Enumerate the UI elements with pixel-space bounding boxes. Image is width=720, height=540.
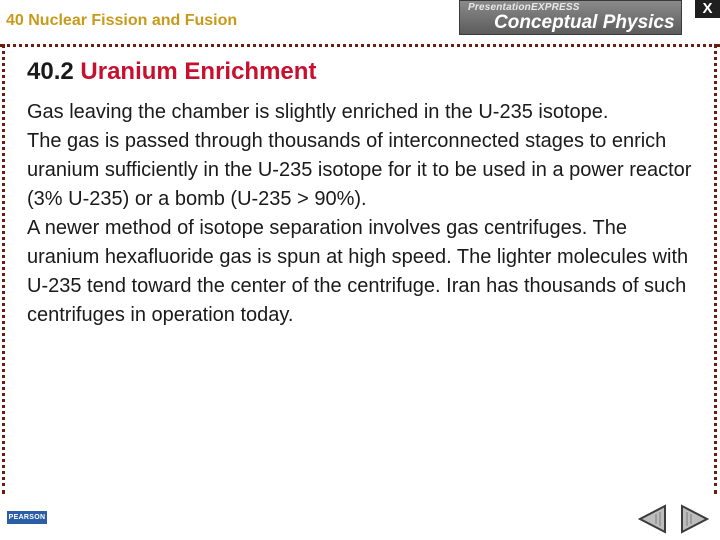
dotted-border-right xyxy=(714,44,717,494)
close-button[interactable]: X xyxy=(695,0,720,18)
footer-bar xyxy=(0,494,720,540)
next-slide-button[interactable] xyxy=(680,504,709,534)
slide-title-text: Uranium Enrichment xyxy=(80,58,317,85)
paragraph: The gas is passed through thousands of interconnected stages to enrich uranium sufficiently in the U-235 isotope for it to be used in a power reactor (3% U-235) or a bomb (U-235 > 90%). xyxy=(27,130,692,210)
slide-title-number: 40.2 xyxy=(27,58,81,85)
dotted-border-left xyxy=(2,44,5,494)
slide-body xyxy=(27,98,695,330)
logo-main-text: Conceptual Physics xyxy=(494,12,675,33)
logo-top-text: PresentationEXPRESS xyxy=(468,2,580,13)
previous-slide-button[interactable] xyxy=(638,504,667,534)
paragraph: Gas leaving the chamber is slightly enriched in the U-235 isotope. xyxy=(27,101,609,123)
pearson-logo: PEARSON xyxy=(7,511,47,524)
chapter-title: 40 Nuclear Fission and Fusion xyxy=(6,12,238,29)
next-arrow-icon xyxy=(682,506,707,532)
paragraph: A newer method of isotope separation involves gas centrifuges. The uranium hexafluoride gas is spun at high speed. The lighter molecules with U-235 tend toward the center of the centrifuge. Iran has thousands of such centrifuges in operation today. xyxy=(27,217,689,326)
dotted-border-top xyxy=(0,44,720,47)
slide-title xyxy=(27,58,316,86)
presentation-express-logo xyxy=(459,0,682,35)
previous-arrow-icon xyxy=(640,506,665,532)
header-bar xyxy=(0,0,720,44)
